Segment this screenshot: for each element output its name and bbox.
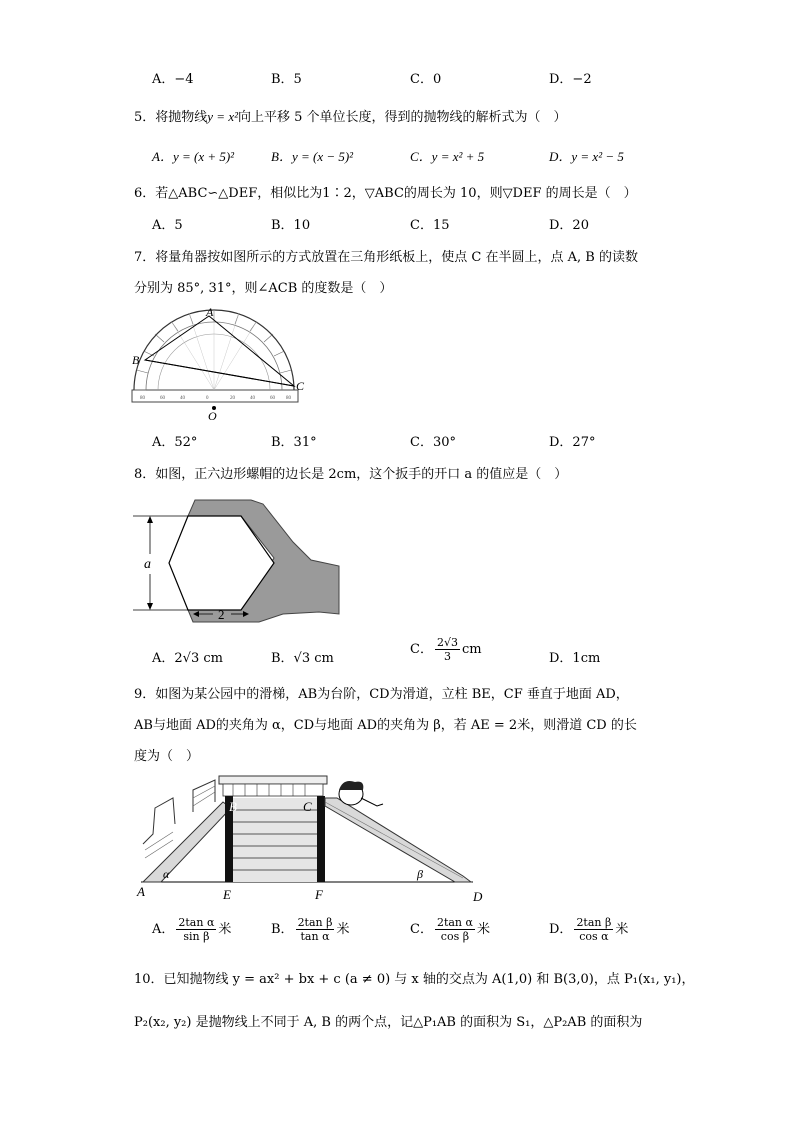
svg-text:60: 60: [270, 396, 275, 401]
q9-stem-line2: AB与地面 AD的夹角为 α，CD与地面 AD的夹角为 β，若 AE = 2米，则滑道 CD 的长: [134, 718, 637, 733]
q8-stem: 8．如图，正六边形螺帽的边长是 2cm，这个扳手的开口 a 的值应是（ ）: [134, 467, 568, 482]
label-C: C: [303, 799, 312, 814]
q8-option-c-denominator: 3: [443, 650, 451, 663]
label-beta: β: [417, 867, 423, 881]
q5-equation: y = x²: [207, 109, 238, 124]
q9-option-c-label: C．: [410, 922, 433, 937]
q4-option-a[interactable]: A．−4: [152, 72, 194, 87]
label-F: F: [315, 887, 323, 902]
q7-option-a[interactable]: A．52°: [152, 435, 198, 450]
q9-option-d[interactable]: [549, 916, 628, 943]
svg-text:60: 60: [160, 396, 165, 401]
q4-option-c[interactable]: C．0: [410, 72, 442, 87]
label-2: 2: [218, 607, 225, 622]
q6-option-d[interactable]: D．20: [549, 218, 589, 233]
q8-option-b[interactable]: B．√3 cm: [271, 651, 334, 666]
q9-option-c-numerator: 2tan α: [436, 916, 473, 929]
q4-option-b[interactable]: B．5: [271, 72, 302, 87]
q8-option-c-numerator: 2√3: [436, 636, 458, 649]
protractor-diagram: [130, 298, 310, 423]
q9-stem-line3: 度为（ ）: [134, 749, 200, 764]
q8-option-a[interactable]: A．2√3 cm: [152, 651, 223, 666]
svg-text:40: 40: [250, 396, 255, 401]
q9-option-d-label: D．: [549, 922, 573, 937]
q9-option-b-unit: 米: [336, 922, 350, 937]
q9-option-b-denominator: tan α: [300, 930, 330, 943]
label-C: C: [296, 379, 305, 393]
q6-option-b[interactable]: B．10: [271, 218, 311, 233]
q9-option-d-numerator: 2tan β: [576, 916, 612, 929]
svg-text:80: 80: [140, 396, 145, 401]
label-D: D: [473, 889, 483, 904]
q9-option-d-unit: 米: [615, 922, 629, 937]
wrench-diagram: [133, 492, 343, 632]
q8-option-c[interactable]: [410, 636, 482, 663]
q5-stem: [134, 106, 567, 125]
label-A: A: [206, 305, 214, 319]
label-A: A: [137, 884, 145, 899]
q9-option-b-numerator: 2tan β: [297, 916, 333, 929]
q8-option-d[interactable]: D．1cm: [549, 651, 601, 666]
q5-option-c[interactable]: C．y = x² + 5: [410, 149, 485, 164]
label-O: O: [208, 409, 217, 423]
q8-option-c-label: C．: [410, 642, 433, 657]
slide-diagram: [133, 772, 493, 906]
q9-option-c-denominator: cos β: [440, 930, 470, 943]
svg-text:20: 20: [230, 396, 235, 401]
q6-option-c[interactable]: C．15: [410, 218, 450, 233]
q7-option-d[interactable]: D．27°: [549, 435, 596, 450]
q5-option-b[interactable]: B．y = (x − 5)²: [271, 149, 354, 164]
q6-stem: 6．若△ABC∽△DEF，相似比为1∶2，▽ABC的周长为 10，则▽DEF 的周长是（ ）: [134, 186, 637, 201]
q9-option-a[interactable]: [152, 916, 231, 943]
q9-option-b[interactable]: [271, 916, 350, 943]
q5-stem-text: 5．将抛物线: [134, 110, 208, 125]
q9-option-a-unit: 米: [218, 922, 232, 937]
svg-text:80: 80: [286, 396, 291, 401]
q5-option-d[interactable]: D．y = x² − 5: [549, 149, 624, 164]
q6-option-a[interactable]: A．5: [152, 218, 183, 233]
q7-option-c[interactable]: C．30°: [410, 435, 456, 450]
label-B: B: [132, 353, 140, 367]
q9-option-a-denominator: sin β: [183, 930, 210, 943]
q7-stem-line1: 7．将量角器按如图所示的方式放置在三角形纸板上，使点 C 在半圆上，点 A, B 的读数: [134, 250, 638, 265]
label-E: E: [223, 887, 231, 902]
label-a: a: [144, 557, 151, 572]
q9-option-b-label: B．: [271, 922, 294, 937]
q10-stem-line2: P₂(x₂, y₂) 是抛物线上不同于 A, B 的两个点，记△P₁AB 的面积为 S₁，△P₂AB 的面积为: [134, 1015, 643, 1030]
q9-option-c[interactable]: [410, 916, 490, 943]
q9-option-c-unit: 米: [476, 922, 490, 937]
q4-option-d[interactable]: D．−2: [549, 72, 592, 87]
svg-text:0: 0: [206, 396, 209, 401]
q10-stem-line1: 10．已知抛物线 y = ax² + bx + c (a ≠ 0) 与 x 轴的交点为 A(1,0) 和 B(3,0)，点 P₁(x₁, y₁)，: [134, 972, 695, 987]
q9-option-a-label: A．: [152, 922, 175, 937]
label-alpha: α: [163, 867, 170, 881]
q5-option-a[interactable]: A．y = (x + 5)²: [152, 149, 235, 164]
q7-option-b[interactable]: B．31°: [271, 435, 317, 450]
label-B: B: [229, 799, 237, 814]
q8-option-c-unit: cm: [461, 642, 482, 657]
q9-option-d-denominator: cos α: [579, 930, 609, 943]
q5-stem-text-2: 向上平移 5 个单位长度，得到的抛物线的解析式为（ ）: [238, 110, 567, 125]
q9-stem-line1: 9．如图为某公园中的滑梯，AB为台阶，CD为滑道，立柱 BE，CF 垂直于地面 AD，: [134, 687, 629, 702]
svg-text:40: 40: [180, 396, 185, 401]
q9-option-a-numerator: 2tan α: [178, 916, 215, 929]
q7-stem-line2: 分别为 85°, 31°，则∠ACB 的度数是（ ）: [134, 281, 393, 296]
